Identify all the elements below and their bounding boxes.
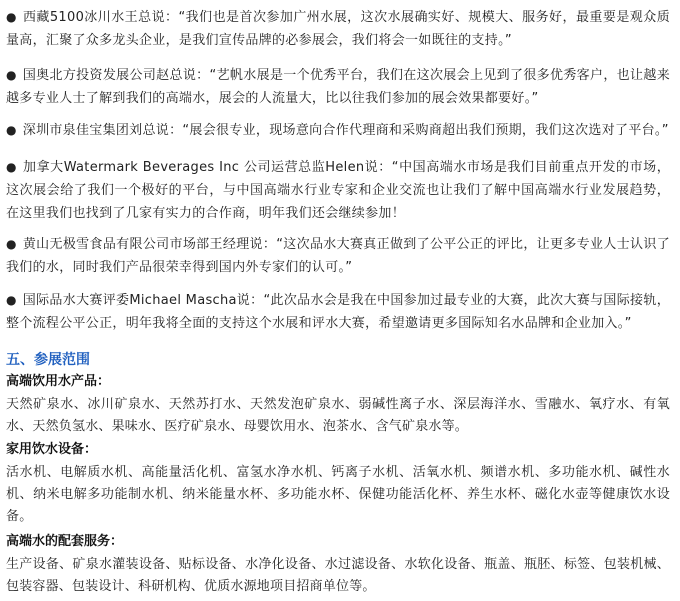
group-label-support-services: 高端水的配套服务： (6, 534, 124, 549)
group-label-home-equipment: 家用饮水设备： (6, 442, 98, 457)
quote-text: 西藏5100冰川水王总说：“我们也是首次参加广州水展，这次水展确实好、规模大、服务好，最重要是观众质量高，汇聚了众多龙头企业，是我们宣传品牌的必参展会，我们将会一如既往的支持。” (6, 10, 670, 48)
quote-text: 黄山无极雪食品有限公司市场部王经理说：“这次品水大赛真正做到了公平公正的评比，让更多专业人士认识了我们的水，同时我们产品很荣幸得到国内外专家们的认可。” (6, 237, 670, 275)
group-items-water-products: 天然矿泉水、冰川矿泉水、天然苏打水、天然发泡矿泉水、弱碱性离子水、深层海洋水、雪融水、氧疗水、有氧水、天然负氢水、果味水、医疗矿泉水、母婴饮用水、泡茶水、含气矿泉水等。 (6, 397, 670, 434)
section-heading: 五、参展范围 (6, 352, 90, 368)
quote-paragraph (6, 119, 670, 142)
quote-text: 国奥北方投资发展公司赵总说：“艺帆水展是一个优秀平台，我们在这次展会上见到了很多优秀客户，也让越来越多专业人士了解到我们的高端水，展会的人流量大，比以往我们参加的展会效果都要好。” (6, 68, 670, 106)
bullet-icon: ● (6, 293, 17, 307)
quote-paragraph (6, 64, 670, 110)
group-items-home-equipment: 活水机、电解质水机、高能量活化机、富氢水净水机、钙离子水机、活氧水机、频谱水机、多功能水机、碱性水机、纳米电解多功能制水机、纳米能量水杯、多功能水杯、保健功能活化杯、养生水杯、磁化水壶等健康饮水设备。 (6, 465, 670, 524)
bullet-icon: ● (6, 123, 17, 137)
quote-paragraph (6, 6, 670, 52)
bullet-icon: ● (6, 10, 17, 24)
quote-text: 加拿大Watermark Beverages Inc 公司运营总监Helen说：“中国高端水市场是我们目前重点开发的市场，这次展会给了我们一个极好的平台，与中国高端水行业专家和企业交流也让我们了解中国高端水行业发展趋势，在这里我们也找到了几家有实力的合作商，明年我们还会继续参加！ (6, 160, 670, 221)
bullet-icon: ● (6, 68, 17, 82)
bullet-icon: ● (6, 160, 18, 174)
quote-text: 深圳市泉佳宝集团刘总说：“展会很专业，现场意向合作代理商和采购商超出我们预期，我们这次选对了平台。” (22, 123, 669, 138)
quote-paragraph (6, 233, 670, 279)
quote-paragraph (6, 156, 670, 225)
group-label-water-products: 高端饮用水产品： (6, 374, 111, 389)
quote-paragraph (6, 289, 670, 335)
group-items-support-services: 生产设备、矿泉水灌装设备、贴标设备、水净化设备、水过滤设备、水软化设备、瓶盖、瓶胚、标签、包装机械、包装容器、包装设计、科研机构、优质水源地项目招商单位等。 (6, 557, 670, 594)
quote-text: 国际品水大赛评委Michael Mascha说：“此次品水会是我在中国参加过最专业的大赛，此次大赛与国际接轨，整个流程公平公正，明年我将全面的支持这个水展和评水大赛，希望邀请更多国际知名水品牌和企业加入。” (6, 293, 670, 331)
bullet-icon: ● (6, 237, 17, 251)
